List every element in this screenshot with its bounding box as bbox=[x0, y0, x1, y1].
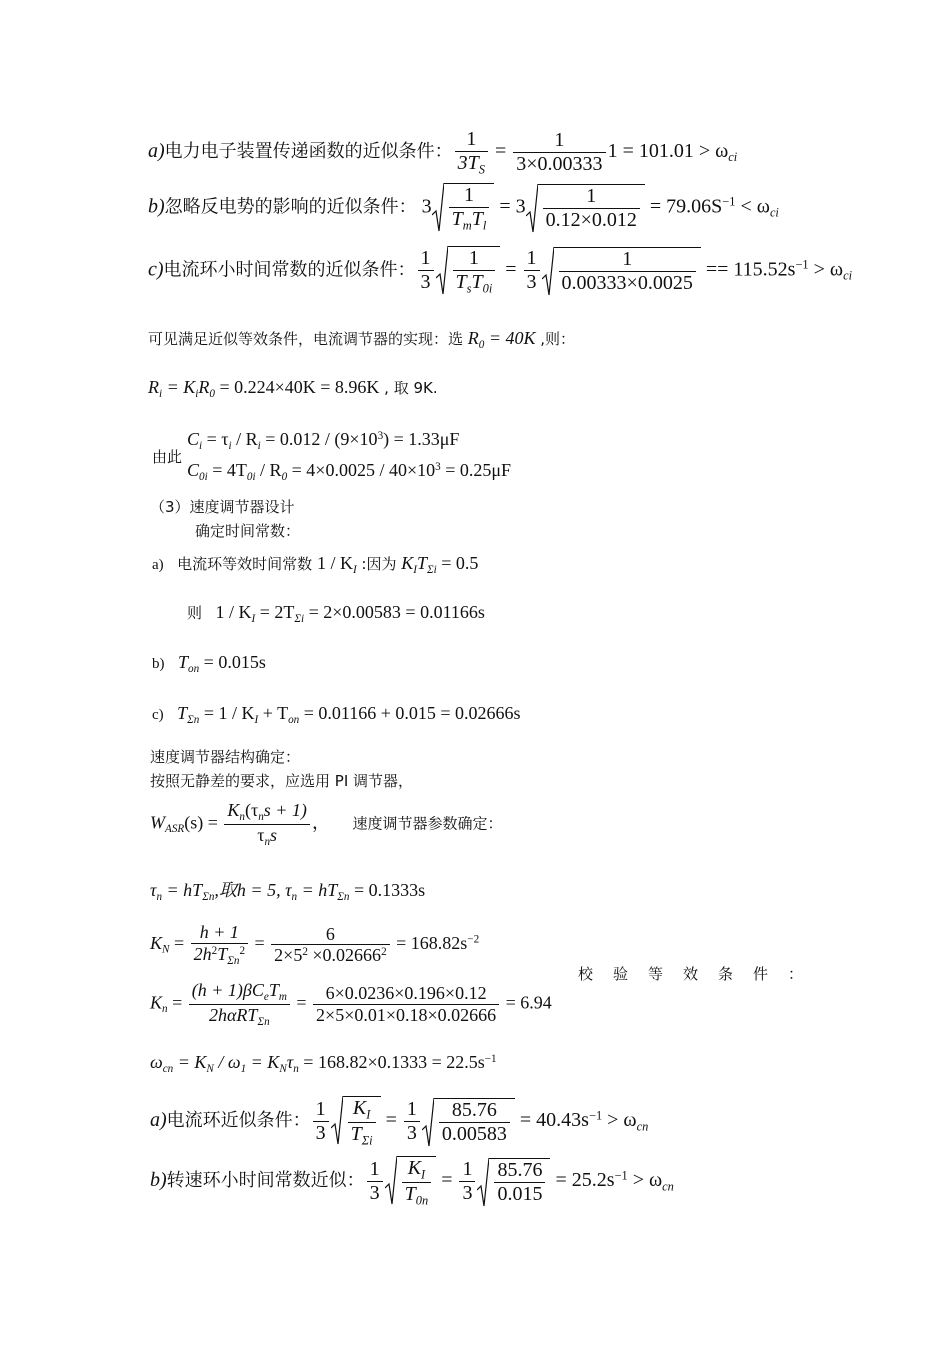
tau-n-line: $\tau_n = hT_{\Sigma n}$,取h = 5, $\tau_n = hT_{\Sigma n} = 0.1333s$ bbox=[150, 880, 426, 903]
condition-b-result: = 79.06S bbox=[649, 195, 723, 218]
condition-b-radical-2: $\frac{1}{0.12\times 0.012}$ bbox=[526, 184, 645, 232]
kn-small-equation: $K_n$ = $\frac{(h + 1)\beta C_eT_m}{2h\alpha RT_{\Sigma n}}$ = $\frac{6\times 0.0236\times 0.196\times 0.12}{2\times 5\times 0.01\times 0.18\times 0.02666}$ = 6.94 bbox=[150, 980, 552, 1028]
section-3-subtitle: 确定时间常数： bbox=[195, 522, 301, 540]
condition-b-line: b)忽略反电势的影响的近似条件： 3 $\frac{1}{T_mT_l}$ = 3 $\frac{1}{0.12\times 0.012}$ = $79.06S^{-1} < \omega_{ci}$ bbox=[148, 184, 779, 233]
condition-c-coef-2: $\frac{1}{3}$ bbox=[524, 247, 540, 294]
c0i-equation: $C_{0i} = 4T_{0i} / R_0 = 4\times 0.0025 / 40\times 10^3 = 0.25\mu F$ bbox=[187, 460, 511, 483]
verify-label: 校验等效条件： bbox=[578, 965, 824, 983]
condition-a-label: 电力电子装置传递函数的近似条件： bbox=[164, 140, 453, 162]
condition-a-prefix: a) bbox=[148, 139, 165, 162]
ci-equation: $C_i = \tau_i / R_i = 0.012 / (9\times 10^3) = 1.33\mu F$ bbox=[187, 429, 460, 452]
kn-big-equation: $K_N$ = $\frac{h + 1}{2h^2T_{\Sigma n}^2}$ = $\frac{6}{2\times 5^2 \times 0.02666^2}$ = $168.82s^{-2}$ bbox=[150, 922, 480, 967]
fraction-denominator: $3T_S$ bbox=[457, 152, 485, 177]
condition-c-label: 电流环小时间常数的近似条件： bbox=[163, 259, 416, 281]
condition-c-radical-2: $\frac{1}{0.00333\times 0.0025}$ bbox=[542, 247, 701, 295]
condition-a-lhs-fraction bbox=[455, 128, 488, 177]
structure-line-2: 按照无静差的要求，应选用 PI 调节器， bbox=[150, 772, 414, 790]
omega-cn-line: $\omega_{cn} = K_N / \omega_1 = K_N\tau_n = 168.82\times 0.1333 = 22.5s^{-1}$ bbox=[150, 1052, 497, 1075]
condition-c-prefix: c) bbox=[148, 258, 164, 281]
step-a2-line: 则 $1 / K_I = 2T_{\Sigma i} = 2\times 0.00583 = 0.01166s$ bbox=[187, 602, 485, 625]
wasr-note: 速度调节器参数确定： bbox=[352, 814, 503, 833]
fraction-numerator: 1 bbox=[513, 129, 605, 153]
condition-a-result-sub: ci bbox=[728, 150, 738, 165]
fraction-numerator: 1 bbox=[455, 128, 488, 152]
capacitor-intro: 由此 bbox=[152, 448, 183, 466]
condition-b-prefix: b) bbox=[148, 195, 165, 218]
fraction-denominator: 3×0.00333 bbox=[516, 152, 603, 175]
section-3-title: （3）速度调节器设计 bbox=[150, 498, 295, 516]
ri-note: , 取 9K. bbox=[379, 379, 438, 397]
condition-c-radical: $\frac{1}{T_sT_{0i}}$ bbox=[436, 246, 501, 296]
step-c-line: c) $T_{\Sigma n} = 1 / K_I + T_{on} = 0.01166 + 0.015 = 0.02666s$ bbox=[152, 703, 521, 726]
condition-b-label: 忽略反电势的影响的近似条件： bbox=[164, 196, 417, 218]
condition-c-line: c)电流环小时间常数的近似条件： $\frac{1}{3}$ $\frac{1}{T_sT_{0i}}$ = $\frac{1}{3}$ $\frac{1}{0.00333\times 0.0025}$ == $115.52s^{-1} > \omega_{ci}$ bbox=[148, 247, 853, 296]
feasibility-text: 可见满足近似等效条件，电流调节器的实现：选 bbox=[148, 330, 468, 348]
condition-b-radical: $\frac{1}{T_mT_l}$ bbox=[432, 183, 495, 233]
condition-a-line: a)电力电子装置传递函数的近似条件： $\frac{1}{3T_S}$ = $\frac{1}{3\times 0.00333}$ $1 = 101.01 > \omega_{ci}$ bbox=[148, 128, 738, 177]
wasr-equation: $W_{ASR}(s)$ = $\frac{K_n(\tau_ns + 1)}{\tau_ns}$ ， 速度调节器参数确定： bbox=[150, 800, 503, 848]
condition-a-result: 1 = 101.01 > ω bbox=[607, 139, 729, 162]
condition-b-eq: = 3 bbox=[499, 195, 526, 218]
condition-c-coef: $\frac{1}{3}$ bbox=[418, 247, 434, 294]
step-b-line: b) $T_{on} = 0.015s$ bbox=[152, 652, 266, 675]
check-a-line: a)电流环近似条件： $\frac{1}{3}$ $\frac{K_I}{T_{\Sigma i}}$ = $\frac{1}{3}$ $\frac{85.76}{0.00583}$ = $40.43s^{-1} > \omega_{cn}$ bbox=[150, 1097, 649, 1147]
condition-c-result: == 115.52s bbox=[705, 258, 796, 281]
condition-b-coef: 3 bbox=[421, 195, 432, 218]
feasibility-line: 可见满足近似等效条件，电流调节器的实现：选 $R_0 = 40K$ ,则： bbox=[148, 328, 576, 351]
ri-line: $R_i = K_iR_0 = 0.224\times 40K = 8.96K$ , 取 9K. bbox=[148, 377, 438, 400]
step-a-line: a) 电流环等效时间常数 $1 / K_I$ :因为 $K_IT_{\Sigma i} = 0.5$ bbox=[152, 553, 479, 576]
condition-a-rhs-fraction bbox=[513, 129, 605, 176]
check-b-line: b)转速环小时间常数近似： $\frac{1}{3}$ $\frac{K_I}{T_{0n}}$ = $\frac{1}{3}$ $\frac{85.76}{0.015}$ = $25.2s^{-1} > \omega_{cn}$ bbox=[150, 1157, 674, 1207]
structure-line-1: 速度调节器结构确定： bbox=[150, 748, 301, 766]
